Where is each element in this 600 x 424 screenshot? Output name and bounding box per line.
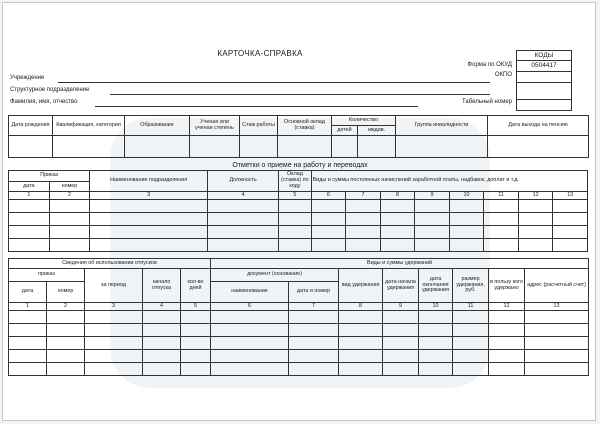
- institution-label: Учреждение: [10, 75, 45, 81]
- col-number: 10: [419, 303, 453, 311]
- cell: [489, 324, 525, 337]
- cell: [339, 311, 383, 324]
- cell: [553, 200, 588, 213]
- cell: [9, 324, 47, 337]
- cell: [211, 337, 289, 350]
- col-number: 1: [9, 192, 50, 200]
- cell: [525, 363, 589, 376]
- okud-label: Форма по ОКУД: [467, 62, 512, 68]
- cell: [211, 350, 289, 363]
- col-number: 6: [311, 192, 346, 200]
- cell: [90, 213, 208, 226]
- order-date-header: дата: [9, 182, 50, 192]
- cell: [289, 337, 339, 350]
- col-experience: Стаж работы: [240, 116, 278, 136]
- cell: [143, 363, 181, 376]
- cell: [453, 363, 489, 376]
- col-quantity: Количество: [332, 116, 396, 126]
- cell: [453, 337, 489, 350]
- cell: [346, 239, 381, 252]
- cell: [525, 350, 589, 363]
- vac-order-header: приказ: [9, 269, 85, 282]
- cell: [279, 226, 312, 239]
- cell: [339, 337, 383, 350]
- start-header: начало отпуска: [143, 269, 181, 303]
- col-number: 12: [518, 192, 553, 200]
- cell: [383, 350, 419, 363]
- cell: [181, 311, 211, 324]
- col-number: 4: [143, 303, 181, 311]
- cell: [380, 239, 415, 252]
- cell: [525, 337, 589, 350]
- salary-code-header: Оклад (ставка) по коду: [279, 171, 312, 192]
- cell: [419, 350, 453, 363]
- fullname-label: Фамилия, имя, отчество: [10, 99, 78, 105]
- col-number: 11: [453, 303, 489, 311]
- form-title: КАРТОЧКА-СПРАВКА: [217, 49, 303, 58]
- cell: [383, 337, 419, 350]
- cell: [518, 213, 553, 226]
- cell: [484, 213, 519, 226]
- col-number: 3: [85, 303, 143, 311]
- col-number: 10: [449, 192, 484, 200]
- date-end-header: дата окончания удержания: [419, 269, 453, 303]
- deduction-type-header: вид удержания: [339, 269, 383, 303]
- days-header: кол-во дней: [181, 269, 211, 303]
- tabnum-label: Табельный номер: [462, 99, 512, 105]
- col-number: 11: [484, 192, 519, 200]
- cell: [346, 213, 381, 226]
- cell: [380, 200, 415, 213]
- department-label: Структурное подразделение: [10, 87, 90, 93]
- col-number: 7: [289, 303, 339, 311]
- cell: [125, 136, 190, 158]
- cell: [208, 239, 279, 252]
- cell: [449, 239, 484, 252]
- col-number: 9: [415, 192, 450, 200]
- cell: [9, 350, 47, 363]
- cell: [90, 239, 208, 252]
- institution-line: [58, 82, 490, 83]
- cell: [419, 337, 453, 350]
- cell: [453, 311, 489, 324]
- col-number: 9: [383, 303, 419, 311]
- cell: [211, 311, 289, 324]
- cell: [453, 324, 489, 337]
- cell: [143, 337, 181, 350]
- cell: [181, 324, 211, 337]
- cell: [143, 350, 181, 363]
- doc-name-header: наименование: [211, 282, 289, 303]
- cell: [279, 213, 312, 226]
- cell: [53, 136, 125, 158]
- amount-header: размер удержания, руб.: [453, 269, 489, 303]
- col-number: 8: [380, 192, 415, 200]
- col-children: детей: [332, 126, 358, 136]
- cell: [415, 239, 450, 252]
- unit-header: Наименование подразделения: [90, 171, 208, 192]
- cell: [311, 213, 346, 226]
- fullname-line: [95, 106, 418, 107]
- cell: [346, 200, 381, 213]
- cell: [143, 324, 181, 337]
- cell: [489, 350, 525, 363]
- col-education: Образование: [125, 116, 190, 136]
- cell: [208, 200, 279, 213]
- cell: [518, 226, 553, 239]
- cell: [181, 363, 211, 376]
- cell: [90, 226, 208, 239]
- cell: [339, 350, 383, 363]
- col-number: 2: [49, 192, 90, 200]
- col-number: 5: [279, 192, 312, 200]
- cell: [396, 136, 488, 158]
- cell: [311, 200, 346, 213]
- col-number: 5: [181, 303, 211, 311]
- col-disability: Группа инвалидности: [396, 116, 488, 136]
- col-degree: Ученая или ученая степень: [190, 116, 240, 136]
- cell: [85, 350, 143, 363]
- cell: [332, 136, 358, 158]
- section1-title: Отметки о приеме на работу и переводах: [232, 162, 368, 169]
- cell: [90, 200, 208, 213]
- allowances-header: Виды и суммы постоянных начислений заработной платы, надбавок, доплат и т.д.: [311, 171, 587, 192]
- col-qualification: Квалификация, категория: [53, 116, 125, 136]
- position-header: Должность: [208, 171, 279, 192]
- cell: [380, 213, 415, 226]
- codes-header: КОДЫ: [517, 51, 572, 61]
- cell: [415, 200, 450, 213]
- cell: [311, 239, 346, 252]
- cell: [85, 363, 143, 376]
- col-pension: Дата выхода на пенсию: [488, 116, 589, 136]
- date-start-header: дата начала удержания: [383, 269, 419, 303]
- cell: [9, 213, 50, 226]
- cell: [143, 311, 181, 324]
- cell: [211, 363, 289, 376]
- cell: [49, 200, 90, 213]
- cell: [47, 350, 85, 363]
- vacations-header: Сведения об использовании отпусков: [9, 259, 211, 269]
- col-number: 1: [9, 303, 47, 311]
- cell: [525, 324, 589, 337]
- cell: [449, 226, 484, 239]
- cell: [85, 324, 143, 337]
- cell: [484, 239, 519, 252]
- cell: [553, 213, 588, 226]
- tabnum-code: [517, 100, 572, 111]
- cell: [488, 136, 589, 158]
- vac-order-date-header: дата: [9, 282, 47, 303]
- cell: [181, 337, 211, 350]
- doc-date-number-header: дата и номер: [289, 282, 339, 303]
- cell: [181, 350, 211, 363]
- okud-code: 0504417: [517, 61, 572, 72]
- address-header: адрес (расчетный счет): [525, 269, 589, 303]
- vac-order-number-header: номер: [47, 282, 85, 303]
- okpo-code: [517, 72, 572, 83]
- cell: [415, 213, 450, 226]
- cell: [9, 337, 47, 350]
- cell: [279, 200, 312, 213]
- cell: [383, 311, 419, 324]
- cell: [289, 350, 339, 363]
- cell: [419, 363, 453, 376]
- cell: [289, 324, 339, 337]
- cell: [489, 337, 525, 350]
- cell: [453, 350, 489, 363]
- cell: [518, 239, 553, 252]
- vacations-deductions-table: [8, 258, 589, 376]
- order-number-header: номер: [49, 182, 90, 192]
- cell: [49, 213, 90, 226]
- cell: [311, 226, 346, 239]
- cell: [208, 226, 279, 239]
- cell: [9, 311, 47, 324]
- department-line: [110, 94, 490, 95]
- col-birthdate: Дата рождения: [9, 116, 53, 136]
- codes-box: [516, 50, 572, 111]
- cell: [47, 363, 85, 376]
- col-number: 4: [208, 192, 279, 200]
- cell: [553, 239, 588, 252]
- col-number: 8: [339, 303, 383, 311]
- cell: [9, 136, 53, 158]
- cell: [383, 363, 419, 376]
- order-header: Приказ: [9, 171, 90, 182]
- cell: [419, 311, 453, 324]
- cell: [47, 311, 85, 324]
- cell: [339, 324, 383, 337]
- cell: [47, 324, 85, 337]
- cell: [383, 324, 419, 337]
- cell: [449, 200, 484, 213]
- period-header: за период: [85, 269, 143, 303]
- cell: [358, 136, 396, 158]
- doc-header: документ (основание): [211, 269, 339, 282]
- cell: [9, 200, 50, 213]
- cell: [211, 324, 289, 337]
- col-number: 2: [47, 303, 85, 311]
- col-number: 3: [90, 192, 208, 200]
- cell: [49, 226, 90, 239]
- col-number: 6: [211, 303, 289, 311]
- personal-info-table: [8, 115, 589, 158]
- cell: [484, 226, 519, 239]
- cell: [85, 311, 143, 324]
- cell: [240, 136, 278, 158]
- cell: [449, 213, 484, 226]
- cell: [553, 226, 588, 239]
- cell: [289, 363, 339, 376]
- okpo-extra-cell: [517, 83, 572, 100]
- col-number: 13: [525, 303, 589, 311]
- col-number: 13: [553, 192, 588, 200]
- col-dependents: иждив.: [358, 126, 396, 136]
- cell: [289, 311, 339, 324]
- cell: [279, 239, 312, 252]
- cell: [489, 363, 525, 376]
- cell: [518, 200, 553, 213]
- cell: [278, 136, 332, 158]
- payee-header: в пользу кого удержано: [489, 269, 525, 303]
- cell: [346, 226, 381, 239]
- transfers-table: [8, 170, 588, 252]
- cell: [484, 200, 519, 213]
- cell: [49, 239, 90, 252]
- cell: [415, 226, 450, 239]
- cell: [380, 226, 415, 239]
- col-number: 12: [489, 303, 525, 311]
- col-number: 7: [346, 192, 381, 200]
- cell: [525, 311, 589, 324]
- cell: [9, 226, 50, 239]
- deductions-header: Виды и суммы удержаний: [211, 259, 589, 269]
- cell: [47, 337, 85, 350]
- cell: [190, 136, 240, 158]
- cell: [208, 213, 279, 226]
- cell: [9, 363, 47, 376]
- col-salary: Основной оклад (ставка): [278, 116, 332, 136]
- cell: [419, 324, 453, 337]
- cell: [9, 239, 50, 252]
- okpo-label: ОКПО: [494, 72, 512, 78]
- cell: [489, 311, 525, 324]
- cell: [85, 337, 143, 350]
- cell: [339, 363, 383, 376]
